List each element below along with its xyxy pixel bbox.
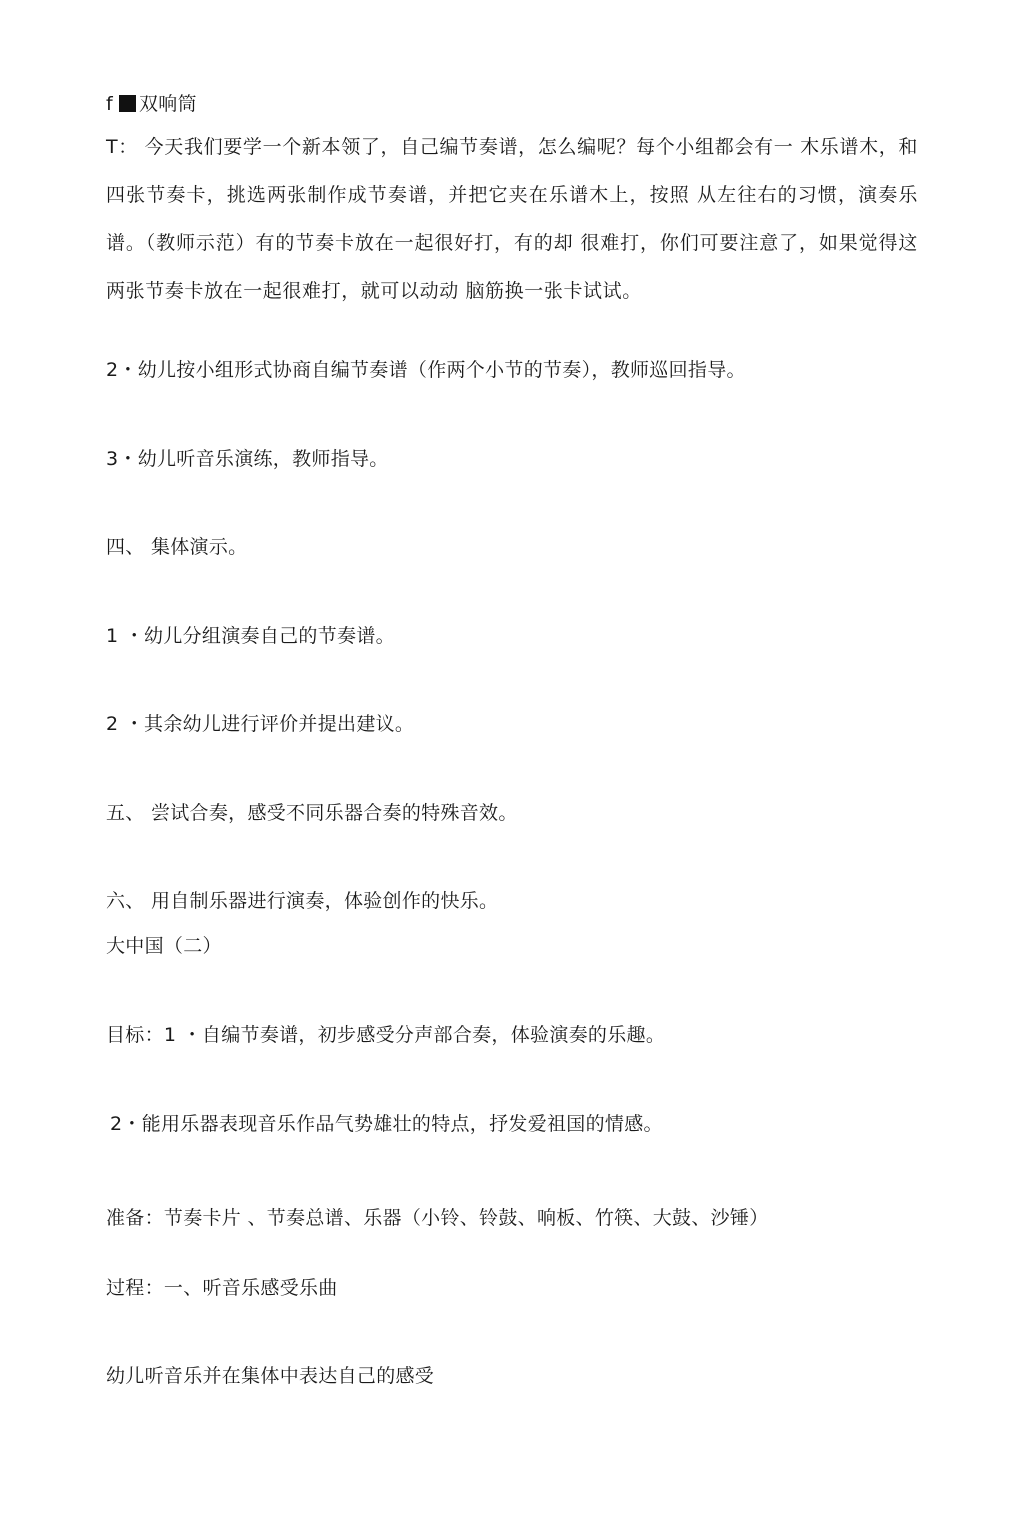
section-4-item-1: 1 ・幼儿分组演奏自己的节奏谱。 xyxy=(106,625,395,647)
preparation-line: 准备：节奏卡片 、节奏总谱、乐器（小铃、铃鼓、响板、竹筷、大鼓、沙锤） xyxy=(106,1207,769,1229)
section-4-heading: 四、 集体演示。 xyxy=(106,536,248,558)
section-5-heading: 五、 尝试合奏，感受不同乐器合奏的特殊音效。 xyxy=(106,802,518,824)
header-prefix: f xyxy=(106,93,113,115)
section-4-item-2: 2 ・其余幼儿进行评价并提出建议。 xyxy=(106,713,415,735)
step-3-practice: 3・幼儿听音乐演练，教师指导。 xyxy=(106,448,389,470)
process-line: 过程：一、听音乐感受乐曲 xyxy=(106,1277,338,1299)
intro-paragraph: T： 今天我们要学一个新本领了，自己编节奏谱，怎么编呢？每个小组都会有一 木乐谱木，和四张节奏卡，挑选两张制作成节奏谱，并把它夹在乐谱木上，按照 从左往右的习惯，演奏乐谱。（教师示范）有的节奏卡放在一起很好打，有的却 很难打，你们可要注意了，如果觉得这两张节奏卡放在一起很难打，就可以动动 脑筋换一张卡试试。 xyxy=(106,136,918,302)
filled-square-icon xyxy=(119,95,136,112)
header-line xyxy=(106,90,197,118)
section-6-heading: 六、 用自制乐器进行演奏，体验创作的快乐。 xyxy=(106,890,499,912)
goal-item-2: 2・能用乐器表现音乐作品气势雄壮的特点，抒发爱祖国的情感。 xyxy=(110,1113,663,1135)
step-2-group-compose: 2・幼儿按小组形式协商自编节奏谱（作两个小节的节奏），教师巡回指导。 xyxy=(106,359,746,381)
goal-item-1: 目标：1 ・自编节奏谱，初步感受分声部合奏，体验演奏的乐趣。 xyxy=(106,1024,666,1046)
header-text: 双响筒 xyxy=(139,93,197,115)
lesson-title: 大中国（二） xyxy=(106,935,222,957)
process-detail: 幼儿听音乐并在集体中表达自己的感受 xyxy=(106,1365,435,1387)
